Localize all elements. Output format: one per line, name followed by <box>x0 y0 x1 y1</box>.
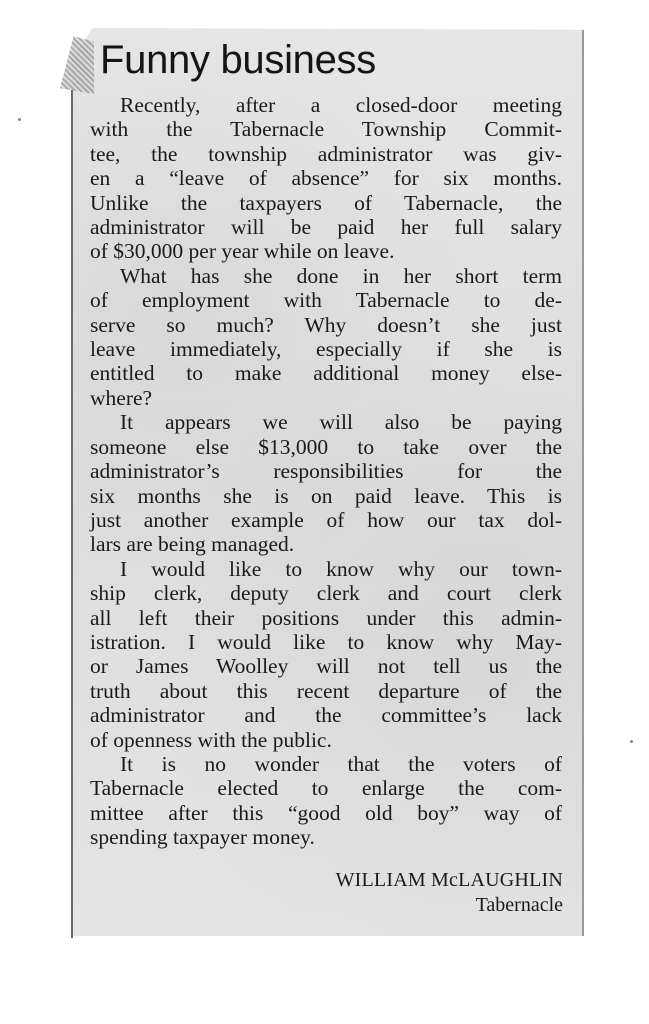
article-line: of $30,000 per year while on leave. <box>90 239 395 264</box>
article-line: truth about this recent departure of the <box>90 678 562 703</box>
article-line: It is no wonder that the voters of <box>120 751 562 776</box>
article-line: administrator and the committee’s lack <box>90 703 562 728</box>
article-line: What has she done in her short term <box>120 263 562 288</box>
article-line: tee, the township administrator was giv- <box>90 141 562 166</box>
article-line: of employment with Tabernacle to de- <box>90 288 562 313</box>
article-line: where? <box>90 385 153 410</box>
article-line: ship clerk, deputy clerk and court clerk <box>90 581 562 606</box>
article-line: entitled to make additional money else- <box>90 361 562 386</box>
article-headline: Funny business <box>100 38 376 82</box>
article-line: istration. I would like to know why May- <box>90 629 562 654</box>
article-line: administrator will be paid her full salary <box>90 215 562 240</box>
article-line: Unlike the taxpayers of Tabernacle, the <box>90 190 562 215</box>
article-line: someone else $13,000 to take over the <box>90 434 562 459</box>
article-line: Tabernacle elected to enlarge the com- <box>90 776 562 801</box>
article-line: It appears we will also be paying <box>120 410 562 435</box>
torn-corner <box>60 36 94 94</box>
article-line: all left their positions under this admin- <box>90 605 562 630</box>
article-line: just another example of how our tax dol- <box>90 507 562 532</box>
article-line: spending taxpayer money. <box>90 825 315 850</box>
article-line: Recently, after a closed-door meeting <box>120 93 562 117</box>
paper-speck <box>18 118 21 121</box>
author-town: Tabernacle <box>475 894 563 916</box>
article-line: lars are being managed. <box>90 532 295 557</box>
article-line: with the Tabernacle Township Commit- <box>90 117 562 142</box>
article-line: en a “leave of absence” for six months. <box>90 166 562 191</box>
article-body <box>90 93 562 850</box>
article-line: serve so much? Why doesn’t she just <box>90 312 562 337</box>
article-line: administrator’s responsibilities for the <box>90 459 562 484</box>
clipping-edge-shadow <box>71 90 73 938</box>
article-line: six months she is on paid leave. This is <box>90 483 562 508</box>
author-name: WILLIAM McLAUGHLIN <box>335 869 563 891</box>
article-line: I would like to know why our town- <box>120 556 562 581</box>
article-line: of openness with the public. <box>90 727 332 752</box>
article-line: mittee after this “good old boy” way of <box>90 800 562 825</box>
letter-signature <box>336 868 563 918</box>
article-line: leave immediately, especially if she is <box>90 337 562 362</box>
article-line: or James Woolley will not tell us the <box>90 654 562 679</box>
paper-speck <box>630 740 633 743</box>
